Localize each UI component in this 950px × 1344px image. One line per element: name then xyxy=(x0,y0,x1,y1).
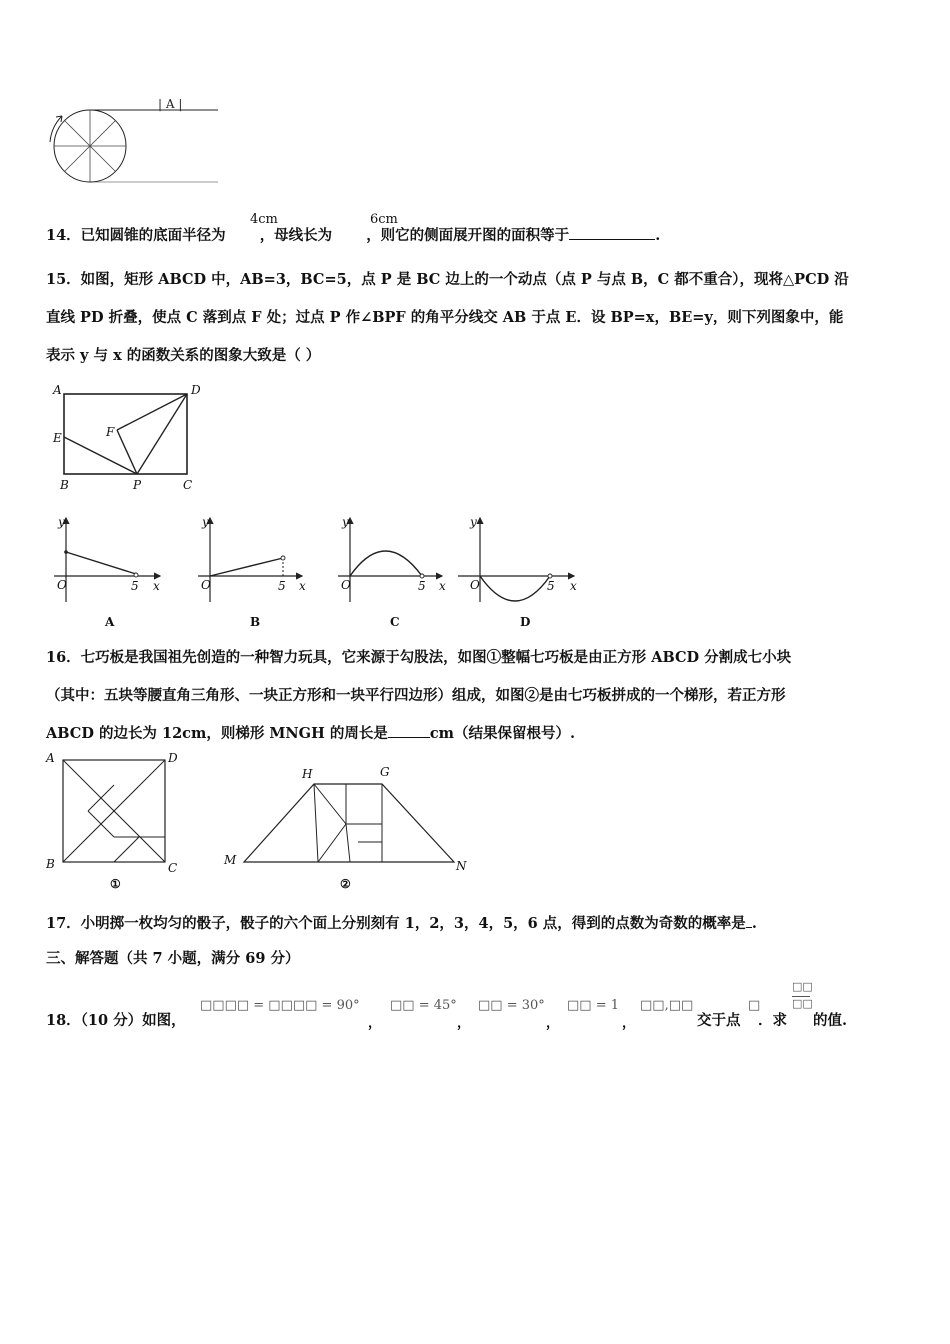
svg-text:O: O xyxy=(470,578,480,592)
q14-mid: ，母线长为 xyxy=(259,227,333,244)
q15-line-3: 表示 y 与 x 的函数关系的图象大致是（ ） xyxy=(46,347,321,364)
q15-line-2: 直线 PD 折叠，使点 C 落到点 F 处；过点 P 作∠BPF 的角平分线交 AB 于点 E．设 BP=x，BE=y，则下列图象中，能 xyxy=(46,309,844,326)
svg-text:O: O xyxy=(201,578,211,592)
q18-eq1: □□□□ = □□□□ = 90° xyxy=(200,998,360,1013)
question-17: 17．小明掷一枚均匀的骰子，骰子的六个面上分别刻有 1，2，3，4，5，6 点，得到的点数为奇数的概率是 . xyxy=(46,915,757,932)
svg-text:5: 5 xyxy=(418,579,426,593)
graph-option-d[interactable] xyxy=(458,515,577,629)
label-c: C xyxy=(183,478,193,492)
rectangle-figure xyxy=(45,382,215,494)
svg-text:y: y xyxy=(470,515,477,529)
q18-eq2: □□ = 45° xyxy=(390,998,457,1013)
q14-end: . xyxy=(655,227,661,244)
q18-sep1: ， xyxy=(368,1016,382,1031)
q14-answer-blank[interactable] xyxy=(569,239,655,240)
option-d-label: D xyxy=(520,615,531,629)
square-label-c: C xyxy=(168,861,178,875)
question-14 xyxy=(46,226,660,246)
segment-pd xyxy=(137,394,187,474)
q16-line-1: 16．七巧板是我国祖先创造的一种智力玩具，它来源于勾股法，如图①整幅七巧板是由正方形 ABCD 分割成七小块 xyxy=(46,649,792,666)
label-d: D xyxy=(191,383,201,397)
graph-option-c[interactable] xyxy=(338,515,446,629)
q18-frac-den: □□ xyxy=(792,997,813,1010)
q16-line-3: ABCD 的边长为 12cm，则梯形 MNGH 的周长是 cm（结果保留根号）. xyxy=(46,725,576,742)
q18-meet: 交于点 xyxy=(697,1012,741,1029)
q14-prefix: 14．已知圆锥的底面半径为 xyxy=(46,227,226,244)
tangram-trapezoid-figure xyxy=(218,760,478,895)
option-b-label: B xyxy=(250,615,261,629)
square-label-b: B xyxy=(46,857,55,871)
q15-line-1: 15．如图，矩形 ABCD 中，AB=3，BC=5，点 P 是 BC 边上的一个动点（点 P 与点 B，C 都不重合），现将△PCD 沿 xyxy=(46,271,849,288)
graph-option-a[interactable] xyxy=(54,515,160,629)
q18-sep4: ， xyxy=(622,1016,636,1031)
wheel-figure xyxy=(40,92,230,192)
caption-1: ① xyxy=(110,877,121,891)
rotation-arrow-icon xyxy=(50,116,62,142)
segment-pf xyxy=(117,430,137,474)
q18-point: □ xyxy=(748,998,761,1013)
svg-text:5: 5 xyxy=(547,579,555,593)
q16-answer-blank[interactable] xyxy=(388,737,430,738)
rectangle-abcd xyxy=(64,394,187,474)
q14-suffix: ，则它的侧面展开图的面积等于 xyxy=(366,227,570,244)
svg-text:y: y xyxy=(342,515,349,529)
trap-label-n: N xyxy=(456,859,467,873)
q18-end: 的值. xyxy=(813,1012,848,1029)
option-a-label: A xyxy=(105,615,115,629)
segment-ep xyxy=(64,437,137,474)
svg-text:O: O xyxy=(341,578,351,592)
trap-label-g: G xyxy=(380,765,390,779)
label-a: A xyxy=(53,383,62,397)
square-label-a: A xyxy=(46,751,55,765)
svg-text:5: 5 xyxy=(278,579,286,593)
tangram-square-figure xyxy=(42,748,192,893)
q14-slant: 6cm xyxy=(370,212,398,227)
top-label: | A | xyxy=(158,97,183,111)
section-3-title: 三、解答题（共 7 小题，满分 69 分） xyxy=(46,950,300,967)
q18-eq4: □□ = 1 xyxy=(567,998,619,1013)
label-p: P xyxy=(133,478,142,492)
svg-text:x: x xyxy=(299,579,306,593)
caption-2: ② xyxy=(340,877,351,891)
q18-sep3: ， xyxy=(546,1016,560,1031)
q18-prefix: 18．（10 分）如图， xyxy=(46,1012,186,1029)
svg-text:x: x xyxy=(439,579,446,593)
label-e: E xyxy=(53,431,62,445)
q18-eq5: □□,□□ xyxy=(640,998,694,1013)
q14-radius: 4cm xyxy=(250,212,278,227)
svg-text:y: y xyxy=(202,515,209,529)
q18-find: ．求 xyxy=(758,1012,787,1029)
svg-text:x: x xyxy=(153,579,160,593)
trap-label-m: M xyxy=(224,853,237,867)
option-c-label: C xyxy=(390,615,400,629)
svg-text:y: y xyxy=(58,515,65,529)
svg-text:5: 5 xyxy=(131,579,139,593)
graph-option-b[interactable] xyxy=(198,515,306,629)
label-b: B xyxy=(60,478,69,492)
q16-line-2: （其中：五块等腰直角三角形、一块正方形和一块平行四边形）组成，如图②是由七巧板拼成的一个梯形，若正方形 xyxy=(46,687,786,704)
square-label-d: D xyxy=(168,751,178,765)
label-f: F xyxy=(106,425,115,439)
svg-text:x: x xyxy=(570,579,577,593)
svg-text:O: O xyxy=(57,578,67,592)
wheel-spokes xyxy=(54,110,126,182)
trap-label-h: H xyxy=(302,767,313,781)
graph-options xyxy=(40,512,600,634)
q18-eq3: □□ = 30° xyxy=(478,998,545,1013)
q18-frac-num: □□ xyxy=(792,980,813,993)
q18-sep2: ， xyxy=(457,1016,471,1031)
